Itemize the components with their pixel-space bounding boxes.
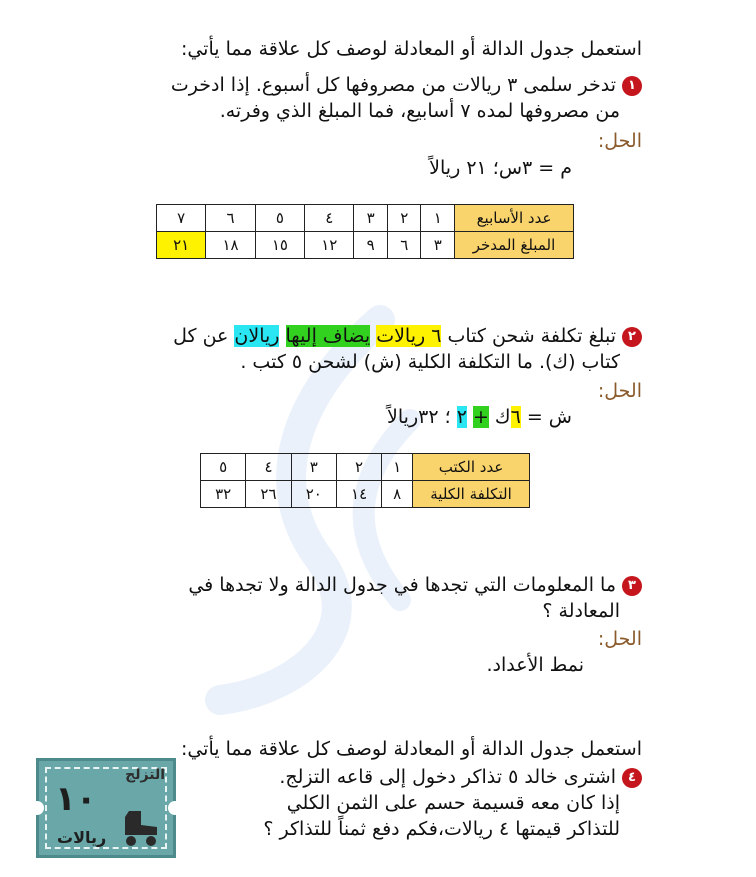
equation-1: م = ٣س؛ ٢١ ريالاً xyxy=(429,157,572,179)
roller-skate-icon xyxy=(119,807,163,847)
ticket-notch xyxy=(168,801,182,815)
skating-ticket-image xyxy=(36,758,176,858)
answer-3: نمط الأعداد. xyxy=(486,654,584,676)
table-row xyxy=(157,232,574,259)
table-cell: ١ xyxy=(421,205,455,232)
equation-2 xyxy=(387,404,572,430)
table-row-header: المبلغ المدخر xyxy=(455,232,574,259)
table-cell: ٦ xyxy=(387,232,421,259)
table-cell: ٢٦ xyxy=(246,481,291,508)
question-number-badge: ٤ xyxy=(622,768,642,788)
question-2-space xyxy=(279,325,285,347)
equation-two: ٢ xyxy=(456,406,467,428)
table-books-cost xyxy=(200,453,530,508)
table-cell: ٦ xyxy=(206,205,255,232)
table-cell: ١٤ xyxy=(336,481,381,508)
table-cell: ٣ xyxy=(421,232,455,259)
table-cell: ٣٢ xyxy=(201,481,246,508)
table-cell: ٢ xyxy=(387,205,421,232)
table-row-header: عدد الأسابيع xyxy=(455,205,574,232)
table-cell: ٩ xyxy=(354,232,388,259)
question-4-line-3: للتذاكر قيمتها ٤ ريالات،فكم دفع ثمناً للتذاكر ؟ xyxy=(263,818,620,840)
question-2-text-b: عن كل xyxy=(173,325,235,347)
table-cell: ١٥ xyxy=(255,232,304,259)
equation-part: ك xyxy=(488,406,511,428)
table-row xyxy=(157,205,574,232)
table-cell: ١٨ xyxy=(206,232,255,259)
highlight-added: يضاف إليها xyxy=(285,325,371,347)
table-weeks-savings xyxy=(156,204,574,259)
table-cell: ٣ xyxy=(354,205,388,232)
section-intro: استعمل جدول الدالة أو المعادلة لوصف كل علاقة مما يأتي: xyxy=(180,38,642,60)
question-4-line-2: إذا كان معه قسيمة حسم على الثمن الكلي xyxy=(286,792,620,814)
solution-label: الحل: xyxy=(597,380,642,402)
section-intro: استعمل جدول الدالة أو المعادلة لوصف كل علاقة مما يأتي: xyxy=(180,738,642,760)
question-number-badge: ١ xyxy=(622,76,642,96)
ticket-amount: ١٠ xyxy=(55,779,97,819)
question-4-text: اشترى خالد ٥ تذاكر دخول إلى قاعه التزلج. xyxy=(279,766,616,788)
ticket-unit: ريالات xyxy=(57,828,107,847)
table-cell: ٢٠ xyxy=(291,481,336,508)
question-number-badge: ٢ xyxy=(622,327,642,347)
table-row xyxy=(201,454,530,481)
question-number-badge: ٣ xyxy=(622,576,642,596)
highlight-six-riyals: ٦ ريالات xyxy=(376,325,442,347)
equation-six: ٦ xyxy=(510,406,521,428)
table-row xyxy=(201,481,530,508)
question-3-text: ما المعلومات التي تجدها في جدول الدالة ولا تجدها في xyxy=(188,574,616,596)
table-cell: ٢ xyxy=(336,454,381,481)
question-2-text-a: تبلغ تكلفة شحن كتاب xyxy=(441,325,616,347)
question-1-line-2: من مصروفها لمده ٧ أسابيع، فما المبلغ الذي وفرته. xyxy=(219,100,620,122)
table-cell: ١ xyxy=(382,454,413,481)
question-1-line-1 xyxy=(171,72,642,98)
table-cell: ٥ xyxy=(255,205,304,232)
question-2-line-2: كتاب (ك). ما التكلفة الكلية (ش) لشحن ٥ كتب . xyxy=(240,351,620,373)
table-row-header: التكلفة الكلية xyxy=(413,481,530,508)
equation-plus: + xyxy=(472,406,489,428)
table-cell: ٤ xyxy=(305,205,354,232)
table-cell: ٥ xyxy=(201,454,246,481)
table-cell: ٤ xyxy=(246,454,291,481)
solution-label: الحل: xyxy=(597,628,642,650)
question-1-text: تدخر سلمى ٣ ريالات من مصروفها كل أسبوع. إذا ادخرت xyxy=(170,74,616,96)
solution-label: الحل: xyxy=(597,130,642,152)
ticket-notch xyxy=(30,801,44,815)
question-2-line-1 xyxy=(173,323,642,349)
equation-part: ؛ ٣٢ريالاً xyxy=(387,406,457,428)
ticket-title: التزلج xyxy=(125,767,165,783)
table-cell: ١٢ xyxy=(305,232,354,259)
table-cell-answer: ٢١ xyxy=(157,232,206,259)
question-4-line-1 xyxy=(279,764,642,790)
table-cell: ٣ xyxy=(291,454,336,481)
table-row-header: عدد الكتب xyxy=(413,454,530,481)
highlight-two-riyals: ريالان xyxy=(234,325,280,347)
table-cell: ٨ xyxy=(382,481,413,508)
question-3-line-2: المعادلة ؟ xyxy=(542,600,620,622)
question-3-line-1 xyxy=(188,572,642,598)
table-cell: ٧ xyxy=(157,205,206,232)
equation-part: ش = xyxy=(520,406,572,428)
